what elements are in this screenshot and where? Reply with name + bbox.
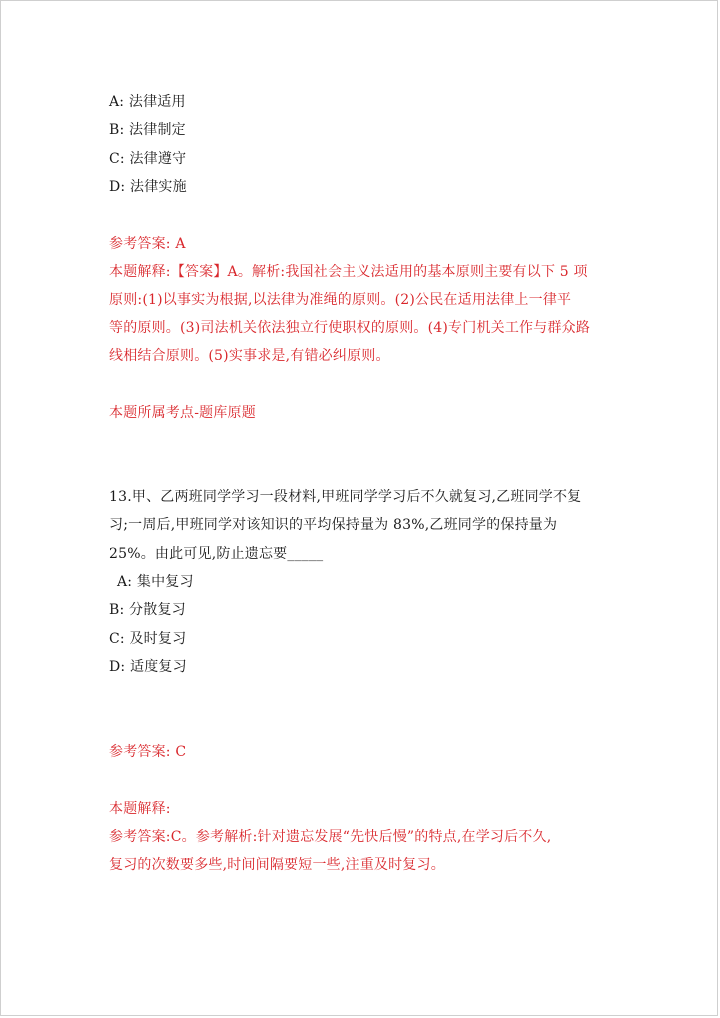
q13-option-d: D: 适度复习 xyxy=(109,659,187,675)
q13-explanation-title: 本题解释: xyxy=(109,801,171,817)
q12-explanation-line-1: 本题解释:【答案】A。解析:我国社会主义法适用的基本原则主要有以下 5 项 xyxy=(109,264,588,280)
q13-explanation-line-2: 复习的次数要多些,时间间隔要短一些,注重及时复习。 xyxy=(109,857,445,873)
q13-stem-line-1: 13.甲、乙两班同学学习一段材料,甲班同学学习后不久就复习,乙班同学不复 xyxy=(109,489,582,505)
q13-stem-line-3: 25%。由此可见,防止遗忘要_____ xyxy=(109,546,324,562)
q13-stem-line-2: 习;一周后,甲班同学对该知识的平均保持量为 83%,乙班同学的保持量为 xyxy=(109,517,558,533)
q12-explanation-line-4: 线相结合原则。(5)实事求是,有错必纠原则。 xyxy=(109,348,390,364)
q12-explanation-line-2: 原则:(1)以事实为根据,以法律为准绳的原则。(2)公民在适用法律上一律平 xyxy=(109,292,572,308)
q12-source: 本题所属考点-题库原题 xyxy=(109,405,256,421)
q13-option-a: A: 集中复习 xyxy=(117,574,194,590)
q12-answer: 参考答案: A xyxy=(109,236,186,252)
q13-option-b: B: 分散复习 xyxy=(109,602,186,618)
q12-option-a: A: 法律适用 xyxy=(109,94,186,110)
q12-option-c: C: 法律遵守 xyxy=(109,151,187,167)
q12-explanation-line-3: 等的原则。(3)司法机关依法独立行使职权的原则。(4)专门机关工作与群众路 xyxy=(109,320,591,336)
q13-answer: 参考答案: C xyxy=(109,744,187,760)
q12-option-d: D: 法律实施 xyxy=(109,179,187,195)
q12-option-b: B: 法律制定 xyxy=(109,122,186,138)
q13-option-c: C: 及时复习 xyxy=(109,631,187,647)
q13-explanation-line-1: 参考答案:C。参考解析:针对遗忘发展“先快后慢”的特点,在学习后不久, xyxy=(109,829,552,845)
